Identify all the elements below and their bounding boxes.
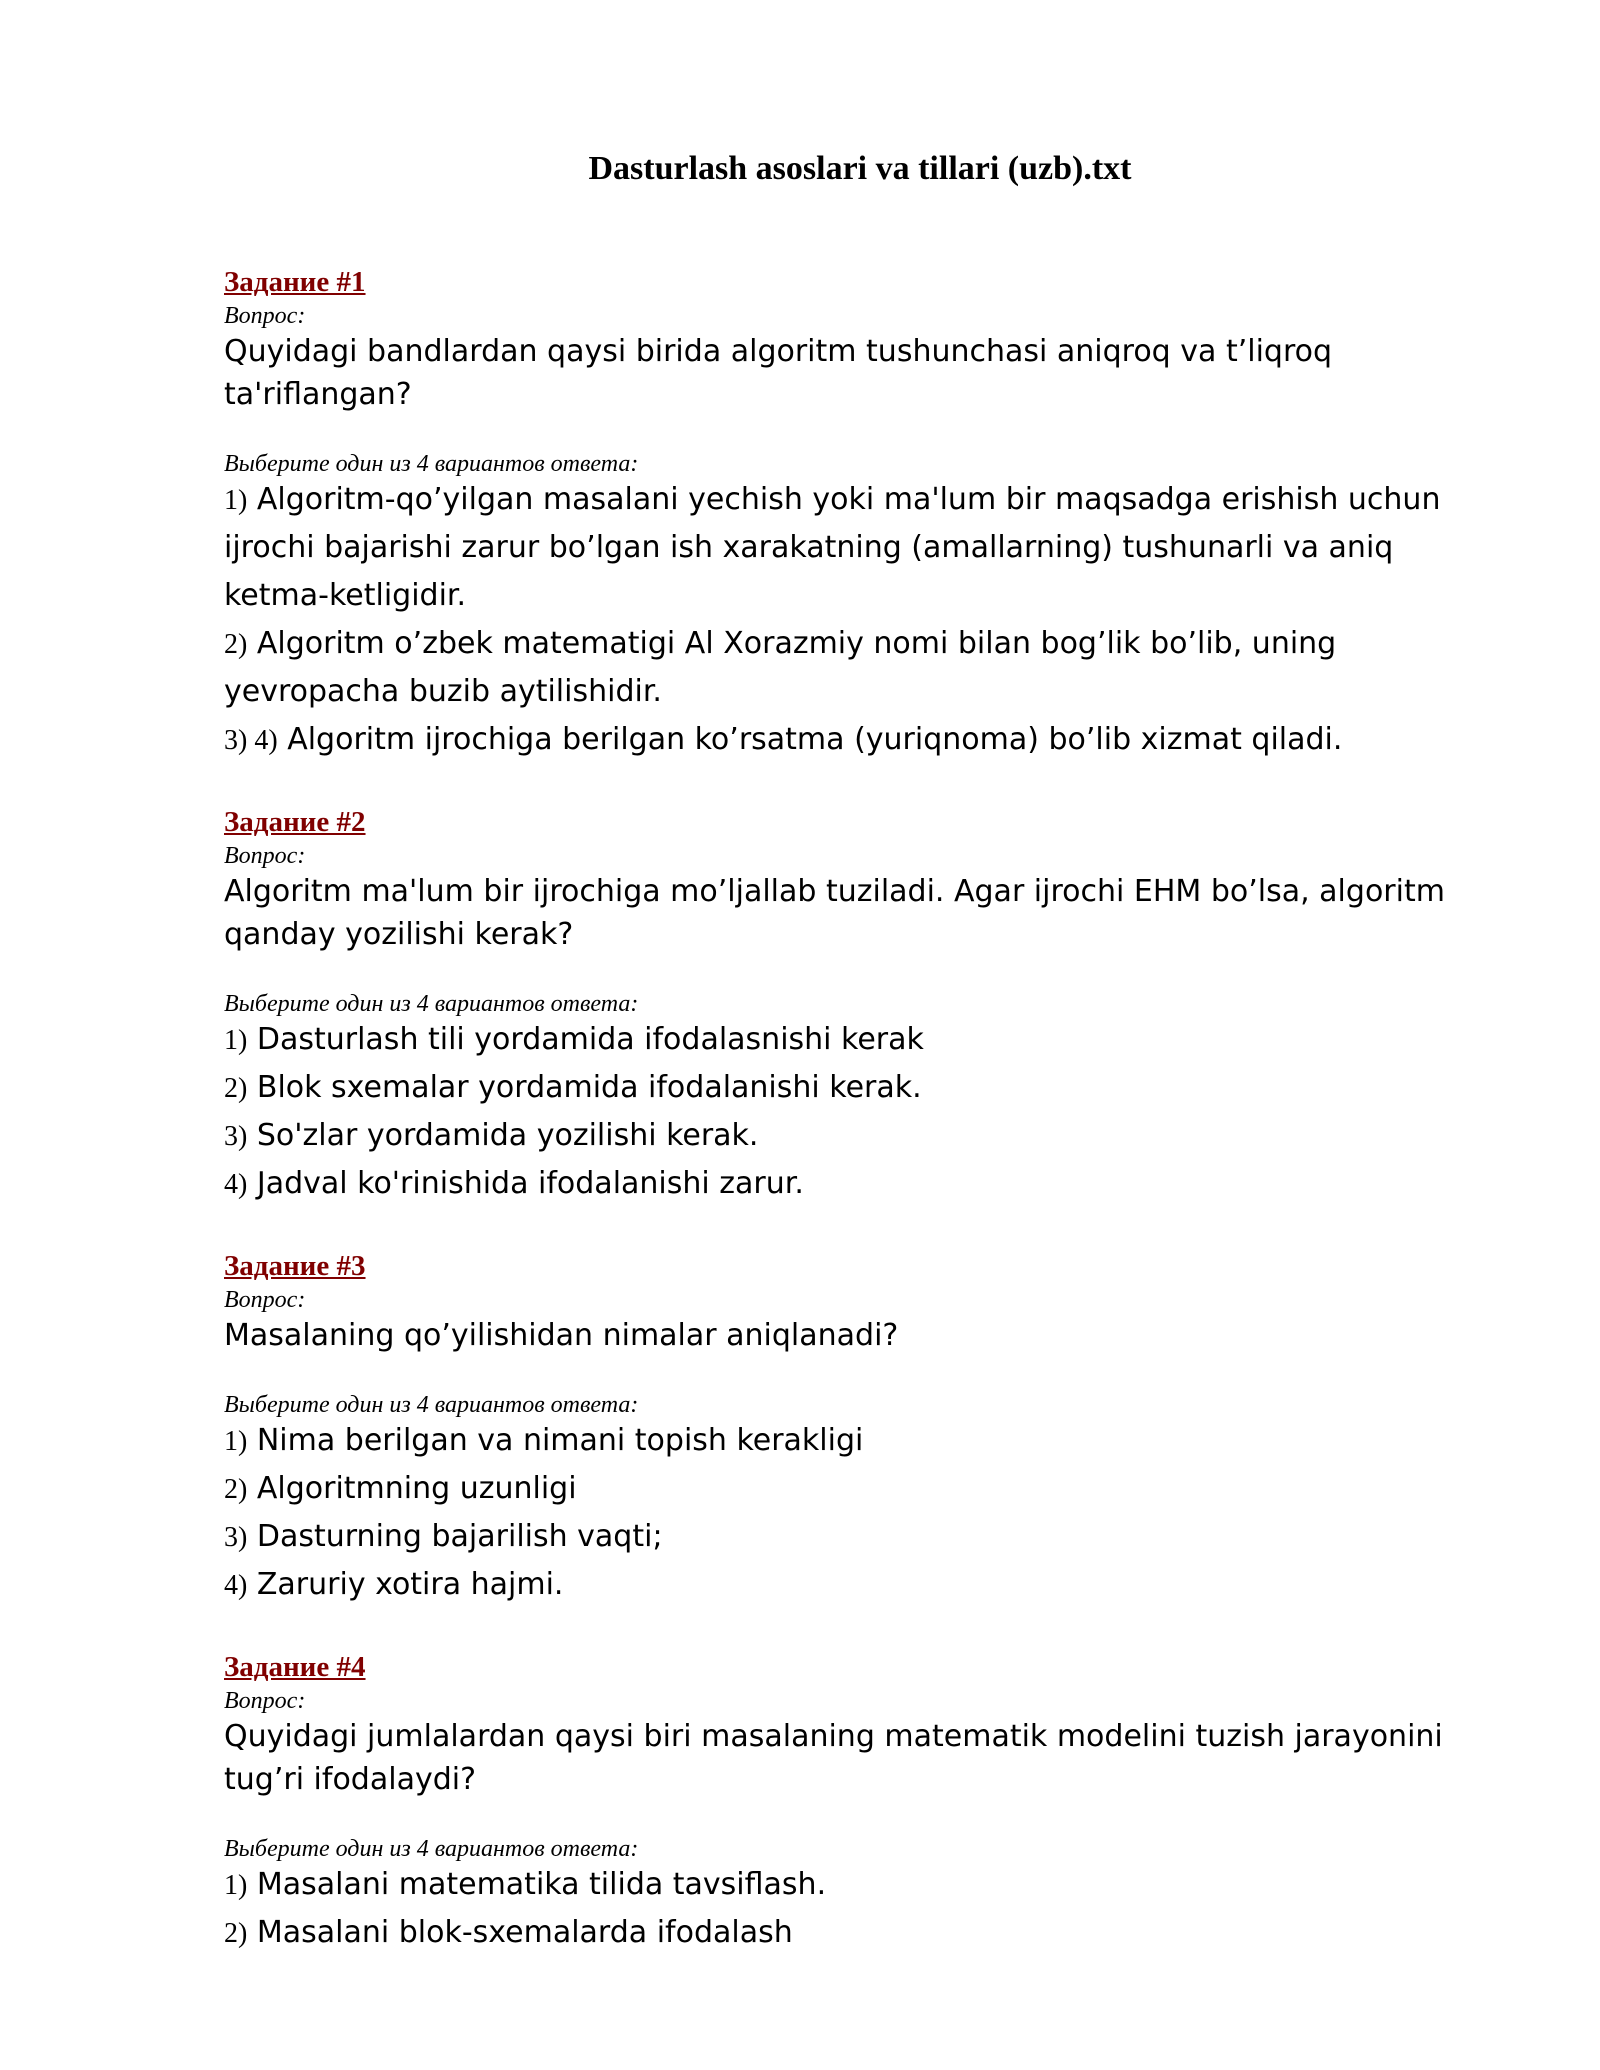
answer-option: [224, 1162, 1494, 1210]
option-number: 2): [224, 1918, 248, 1949]
answer-option: [224, 1066, 1494, 1114]
answer-prompt: Выберите один из 4 вариантов ответа:: [224, 1392, 639, 1418]
task-heading: Задание #1: [224, 266, 366, 298]
option-text: Zaruriy xotira hajmi.: [247, 1567, 564, 1602]
answer-prompt: Выберите один из 4 вариантов ответа:: [224, 991, 639, 1017]
task-1: [224, 262, 1494, 766]
option-text: Algoritmning uzunligi: [247, 1471, 577, 1506]
option-text: Nima berilgan va nimani topish kerakligi: [247, 1423, 864, 1458]
option-text: Masalani matematika tilida tavsiflash.: [247, 1867, 827, 1902]
option-number: 2): [224, 1474, 248, 1505]
option-number: 3): [224, 1522, 248, 1553]
answer-option: [224, 1018, 1494, 1066]
answer-option: [224, 1114, 1494, 1162]
option-text: Dasturning bajarilish vaqti;: [247, 1519, 663, 1554]
option-text: Dasturlash tili yordamida ifodalasnishi kerak: [247, 1022, 924, 1057]
task-4: [224, 1647, 1494, 1959]
task-2: [224, 802, 1494, 1210]
task-heading: Задание #2: [224, 806, 366, 838]
option-number: 2): [224, 629, 248, 660]
question-text: Quyidagi jumlalardan qaysi biri masalaning matematik modelini tuzish jarayonini tug’ri ifodalaydi?: [224, 1719, 1443, 1797]
option-text: Jadval ko'rinishida ifodalanishi zarur.: [247, 1166, 804, 1201]
answer-option: [224, 1467, 1494, 1515]
option-number: 4): [224, 1169, 248, 1200]
option-text: Algoritm-qo’yilgan masalani yechish yoki ma'lum bir maqsadga erishish uchun ijrochi bajarishi zarur bo’lgan ish xarakatning (amallarning) tushunarli va aniq ketma-ketligidir.: [224, 482, 1441, 613]
option-number: 1): [224, 1870, 248, 1901]
answer-options: [224, 478, 1494, 766]
task-heading: Задание #3: [224, 1250, 366, 1282]
question-label: Вопрос:: [224, 303, 306, 329]
task-3: [224, 1246, 1494, 1611]
option-number: 4): [224, 1570, 248, 1601]
option-text: Algoritm ijrochiga berilgan ko’rsatma (yuriqnoma) bo’lib xizmat qiladi.: [277, 722, 1343, 757]
answer-prompt: Выберите один из 4 вариантов ответа:: [224, 1836, 639, 1862]
question-label: Вопрос:: [224, 843, 306, 869]
option-number: 3): [224, 1121, 248, 1152]
answer-option: [224, 1863, 1494, 1911]
answer-options: [224, 1419, 1494, 1611]
answer-options: [224, 1018, 1494, 1210]
answer-option: [224, 1515, 1494, 1563]
answer-option: [224, 478, 1494, 622]
answer-option: [224, 1911, 1494, 1959]
question-text: Algoritm ma'lum bir ijrochiga mo’ljallab tuziladi. Agar ijrochi EHM bo’lsa, algoritm qanday yozilishi kerak?: [224, 874, 1445, 952]
question-label: Вопрос:: [224, 1688, 306, 1714]
question-text: Masalaning qo’yilishidan nimalar aniqlanadi?: [224, 1318, 899, 1353]
answer-option: [224, 1563, 1494, 1611]
document-title: Dasturlash asoslari va tillari (uzb).txt: [588, 150, 1132, 187]
answer-options: [224, 1863, 1494, 1959]
option-text: Algoritm o’zbek matematigi Al Xorazmiy nomi bilan bog’lik bo’lib, uning yevropacha buzib aytilishidir.: [224, 626, 1337, 709]
option-number: 1): [224, 1426, 248, 1457]
question-text: Quyidagi bandlardan qaysi birida algoritm tushunchasi aniqroq va t’liqroq ta'riflangan?: [224, 334, 1333, 412]
document-body: [224, 262, 1494, 1959]
answer-option: [224, 718, 1494, 766]
option-text: Blok sxemalar yordamida ifodalanishi kerak.: [247, 1070, 922, 1105]
answer-prompt: Выберите один из 4 вариантов ответа:: [224, 451, 639, 477]
option-text: Masalani blok-sxemalarda ifodalash: [247, 1915, 793, 1950]
option-number: 2): [224, 1073, 248, 1104]
answer-option: [224, 1419, 1494, 1467]
option-number: 1): [224, 485, 248, 516]
question-label: Вопрос:: [224, 1287, 306, 1313]
option-number: 1): [224, 1025, 248, 1056]
answer-option: [224, 622, 1494, 718]
option-text: So'zlar yordamida yozilishi kerak.: [247, 1118, 759, 1153]
task-heading: Задание #4: [224, 1651, 366, 1683]
option-number: 3) 4): [224, 725, 278, 756]
